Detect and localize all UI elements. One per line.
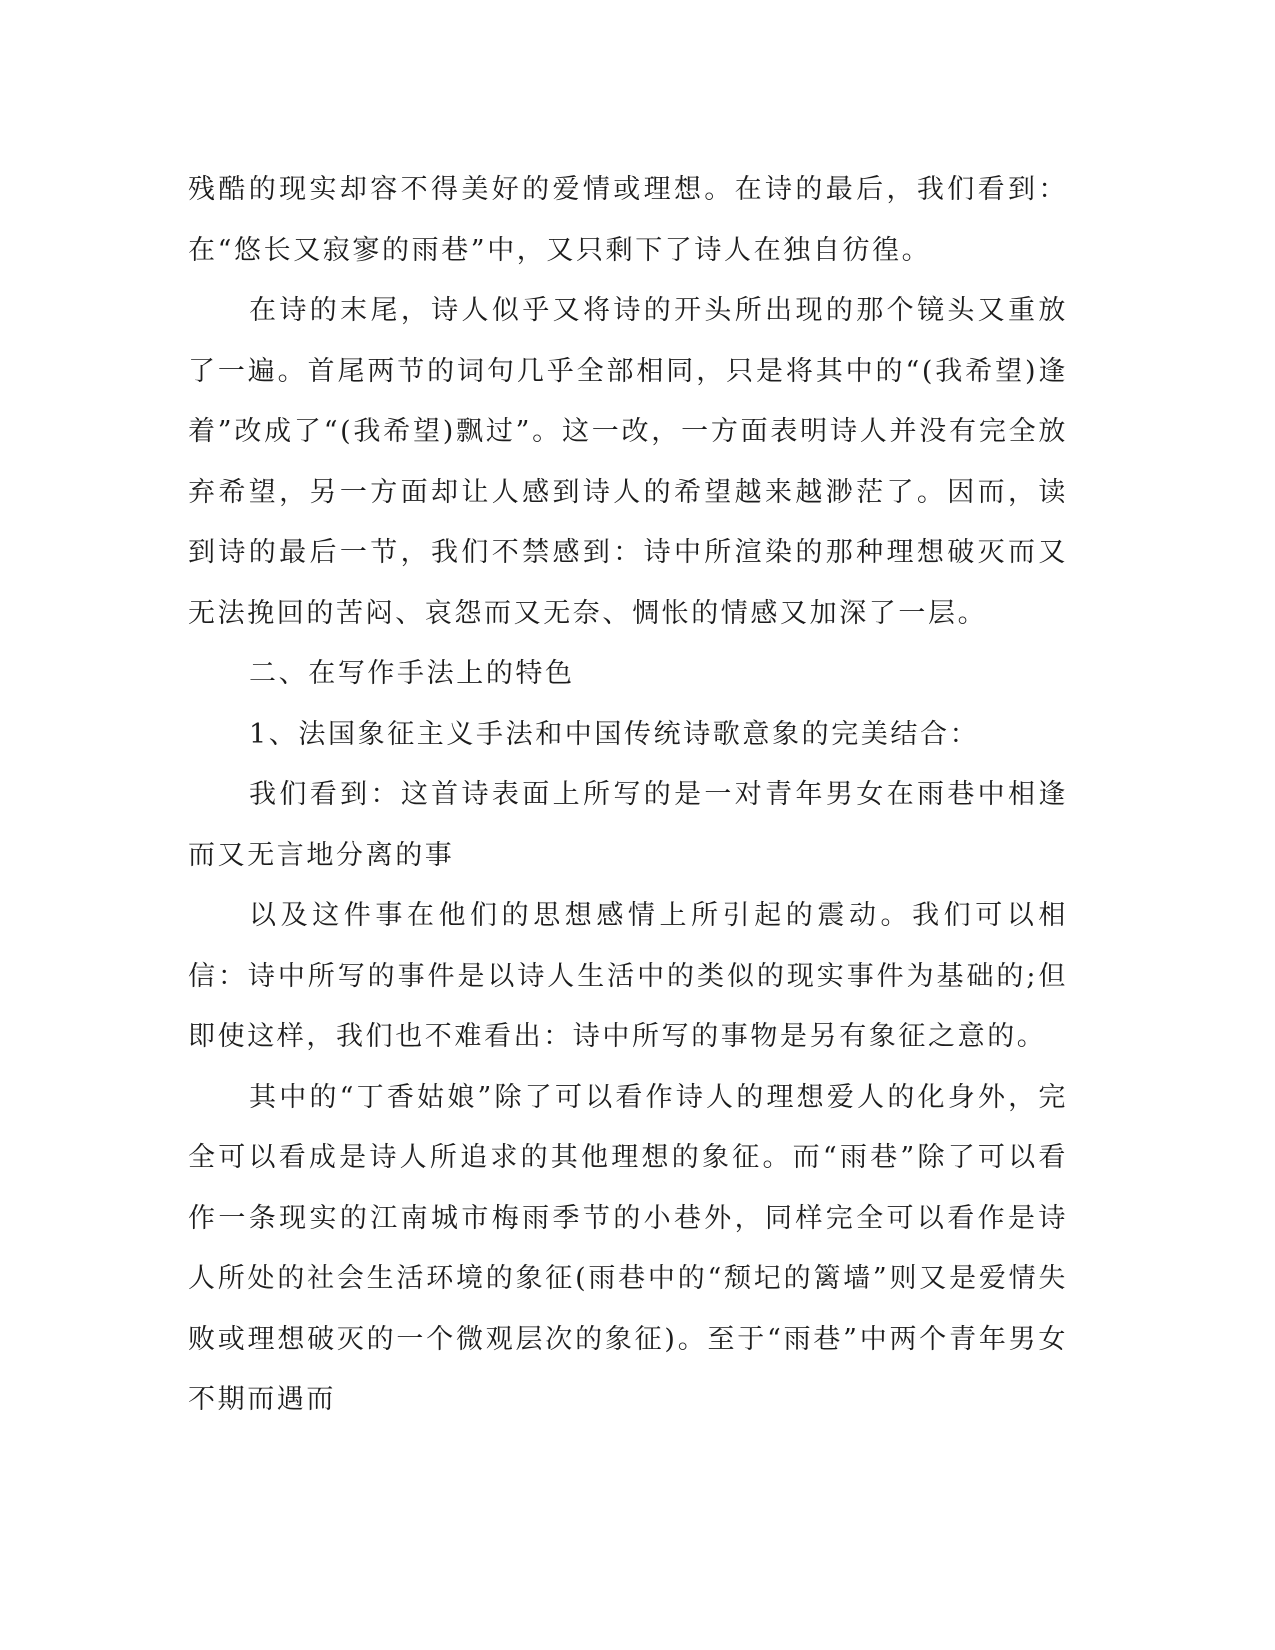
section-heading: 二、在写作手法上的特色 bbox=[249, 658, 575, 689]
paragraph-real-events: 以及这件事在他们的思想感情上所引起的震动。我们可以相信：诗中所写的事件是以诗人生活中的类似的现实事件为基础的;但即使这样，我们也不难看出：诗中所写的事物是另有象征之意的。 bbox=[188, 900, 1068, 1052]
paragraph-symbolism: 其中的“丁香姑娘”除了可以看作诗人的理想爱人的化身外，完全可以看成是诗人所追求的其他理想的象征。而“雨巷”除了可以看作一条现实的江南城市梅雨季节的小巷外，同样完全可以看作是诗人所处的社会生活环境的象征(雨巷中的“颓圮的篱墙”则又是爱情失败或理想破灭的一个微观层次的象征)。至于“雨巷”中两个青年男女不期而遇而 bbox=[188, 1081, 1068, 1415]
paragraph-surface-story: 我们看到：这首诗表面上所写的是一对青年男女在雨巷中相逢而又无言地分离的事 bbox=[188, 779, 1068, 871]
document-body bbox=[188, 160, 1068, 1431]
subsection-heading: 1、法国象征主义手法和中国传统诗歌意象的完美结合： bbox=[249, 718, 980, 750]
paragraph-continuation: 残酷的现实却容不得美好的爱情或理想。在诗的最后，我们看到：在“悠长又寂寥的雨巷”中，又只剩下了诗人在独自彷徨。 bbox=[188, 174, 1068, 266]
paragraph-poem-ending: 在诗的末尾，诗人似乎又将诗的开头所出现的那个镜头又重放了一遍。首尾两节的词句几乎全部相同，只是将其中的“(我希望)逢着”改成了“(我希望)飘过”。这一改，一方面表明诗人并没有完全放弃希望，另一方面却让人感到诗人的希望越来越渺茫了。因而，读到诗的最后一节，我们不禁感到：诗中所渲染的那种理想破灭而又无法挽回的苦闷、哀怨而又无奈、惆怅的情感又加深了一层。 bbox=[188, 295, 1068, 629]
